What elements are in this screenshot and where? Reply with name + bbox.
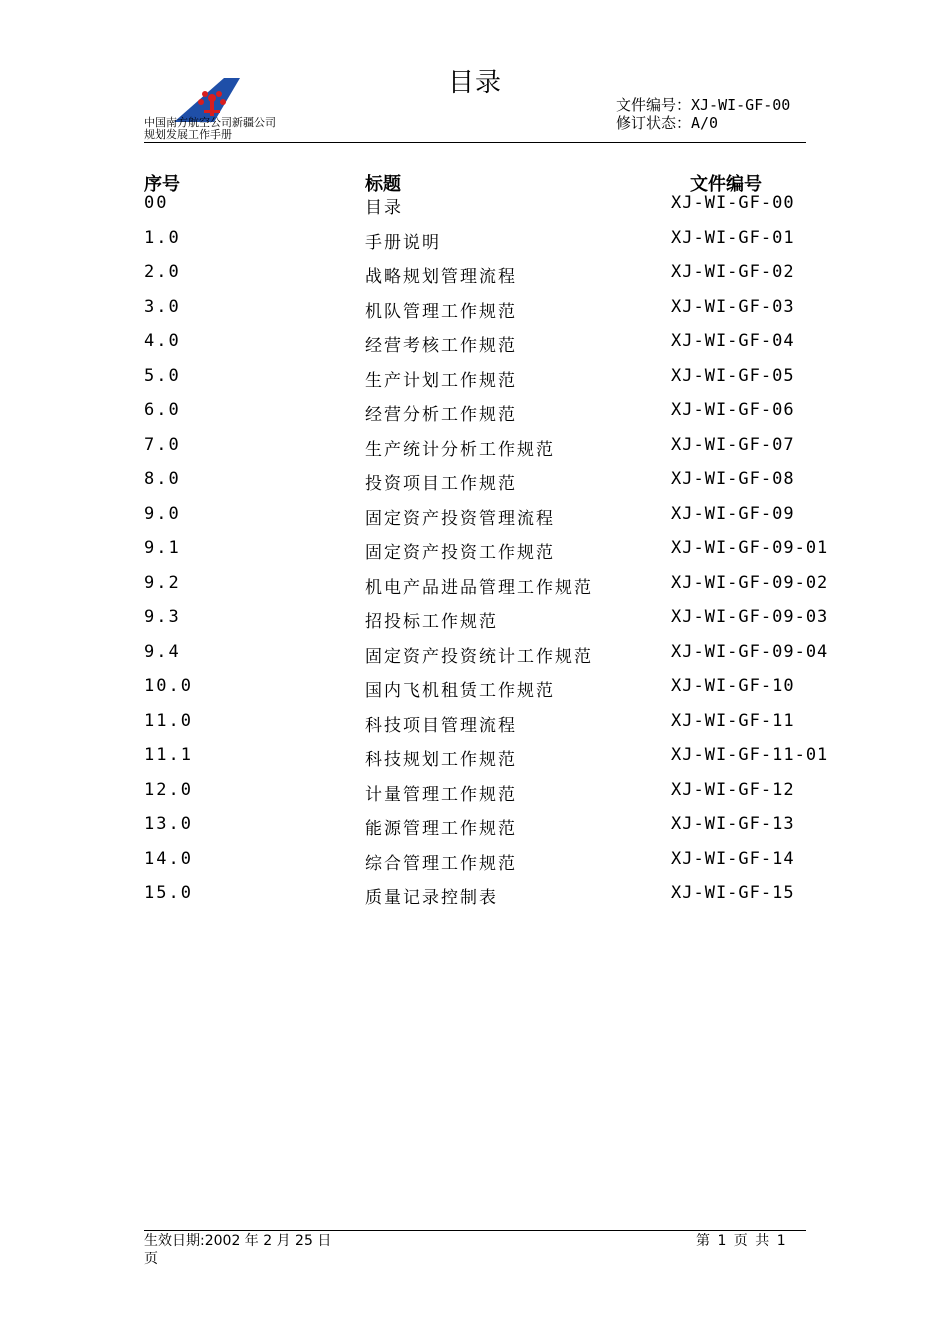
table-row (0, 676, 950, 711)
table-row (0, 745, 950, 780)
row-code: XJ-WI-GF-01 (671, 227, 795, 248)
row-title: 质量记录控制表 (365, 888, 498, 908)
row-title: 经营考核工作规范 (365, 336, 517, 356)
row-code: XJ-WI-GF-08 (671, 469, 795, 489)
row-seq: 9.4 (144, 641, 181, 662)
table-row (0, 780, 950, 815)
row-title: 生产计划工作规范 (365, 370, 517, 391)
row-code: XJ-WI-GF-09-02 (671, 572, 829, 593)
row-title: 经营分析工作规范 (365, 405, 517, 425)
row-seq: 4.0 (144, 331, 181, 351)
row-title: 目录 (365, 198, 403, 218)
row-code: XJ-WI-GF-14 (671, 848, 795, 869)
table-row (0, 400, 950, 435)
header-divider (144, 142, 806, 143)
row-code: XJ-WI-GF-07 (671, 434, 795, 455)
header-seq: 序号 (144, 174, 180, 195)
row-seq: 11.0 (144, 710, 193, 731)
row-code: XJ-WI-GF-09-01 (671, 538, 829, 558)
row-title: 科技规划工作规范 (365, 750, 517, 770)
company-name: 中国南方航空公司新疆公司 (144, 116, 276, 129)
row-code: XJ-WI-GF-09-04 (671, 641, 829, 662)
table-row (0, 193, 950, 228)
row-title: 固定资产投资统计工作规范 (365, 646, 593, 667)
row-title: 固定资产投资管理流程 (365, 508, 555, 529)
table-row (0, 814, 950, 849)
row-title: 计量管理工作规范 (365, 784, 517, 805)
row-seq: 12.0 (144, 779, 193, 800)
table-row (0, 711, 950, 746)
table-row (0, 331, 950, 366)
row-title: 综合管理工作规范 (365, 853, 517, 874)
row-code: XJ-WI-GF-03 (671, 296, 795, 317)
row-seq: 7.0 (144, 434, 181, 455)
effective-date-cont: 页 (144, 1251, 158, 1267)
table-row (0, 366, 950, 401)
row-title: 机队管理工作规范 (365, 301, 517, 322)
row-code: XJ-WI-GF-15 (671, 883, 795, 903)
company-block (144, 117, 276, 141)
header-code: 文件编号 (690, 174, 762, 195)
row-seq: 9.1 (144, 538, 181, 558)
row-title: 国内飞机租赁工作规范 (365, 681, 555, 701)
row-seq: 1.0 (144, 227, 181, 248)
row-code: XJ-WI-GF-13 (671, 814, 795, 834)
row-seq: 6.0 (144, 400, 181, 420)
row-code: XJ-WI-GF-04 (671, 331, 795, 351)
row-seq: 14.0 (144, 848, 193, 869)
row-seq: 8.0 (144, 469, 181, 489)
doc-meta (616, 96, 790, 132)
table-row (0, 262, 950, 297)
table-row (0, 228, 950, 263)
row-seq: 9.0 (144, 503, 181, 524)
row-code: XJ-WI-GF-02 (671, 262, 795, 282)
page-number: 第 1 页 共 1 (696, 1233, 786, 1249)
row-seq: 5.0 (144, 365, 181, 386)
table-row (0, 297, 950, 332)
row-seq: 3.0 (144, 296, 181, 317)
row-title: 固定资产投资工作规范 (365, 543, 555, 563)
row-title: 手册说明 (365, 232, 441, 253)
table-row (0, 435, 950, 470)
row-title: 招投标工作规范 (365, 612, 498, 632)
table-row (0, 504, 950, 539)
table-row (0, 469, 950, 504)
row-code: XJ-WI-GF-11-01 (671, 745, 829, 765)
toc-table (0, 193, 950, 918)
row-code: XJ-WI-GF-10 (671, 676, 795, 696)
row-code: XJ-WI-GF-06 (671, 400, 795, 420)
header-title: 标题 (365, 174, 401, 195)
table-row (0, 538, 950, 573)
row-seq: 13.0 (144, 814, 193, 834)
table-row (0, 849, 950, 884)
row-seq: 9.2 (144, 572, 181, 593)
table-row (0, 883, 950, 918)
manual-name: 规划发展工作手册 (144, 128, 232, 141)
row-title: 投资项目工作规范 (365, 474, 517, 494)
row-code: XJ-WI-GF-11 (671, 710, 795, 731)
row-seq: 15.0 (144, 883, 193, 903)
row-seq: 10.0 (144, 676, 193, 696)
table-row (0, 573, 950, 608)
row-code: XJ-WI-GF-09-03 (671, 607, 829, 627)
row-code: XJ-WI-GF-09 (671, 503, 795, 524)
effective-date: 生效日期:2002 年 2 月 25 日 (144, 1233, 332, 1249)
doc-number: 文件编号：XJ-WI-GF-00 (616, 96, 791, 114)
footer-effective-date (144, 1232, 331, 1268)
row-title: 生产统计分析工作规范 (365, 439, 555, 460)
row-title: 科技项目管理流程 (365, 715, 517, 736)
footer-divider (144, 1230, 806, 1231)
row-code: XJ-WI-GF-12 (671, 779, 795, 800)
row-seq: 11.1 (144, 745, 193, 765)
row-title: 能源管理工作规范 (365, 819, 517, 839)
row-seq: 2.0 (144, 262, 181, 282)
row-title: 战略规划管理流程 (365, 267, 517, 287)
row-title: 机电产品进品管理工作规范 (365, 577, 593, 598)
revision-status: 修订状态：A/0 (616, 114, 719, 132)
table-row (0, 642, 950, 677)
table-row (0, 607, 950, 642)
page-title: 目录 (447, 68, 502, 98)
row-code: XJ-WI-GF-00 (671, 193, 795, 213)
row-code: XJ-WI-GF-05 (671, 365, 795, 386)
row-seq: 9.3 (144, 607, 181, 627)
row-seq: 00 (144, 193, 169, 213)
